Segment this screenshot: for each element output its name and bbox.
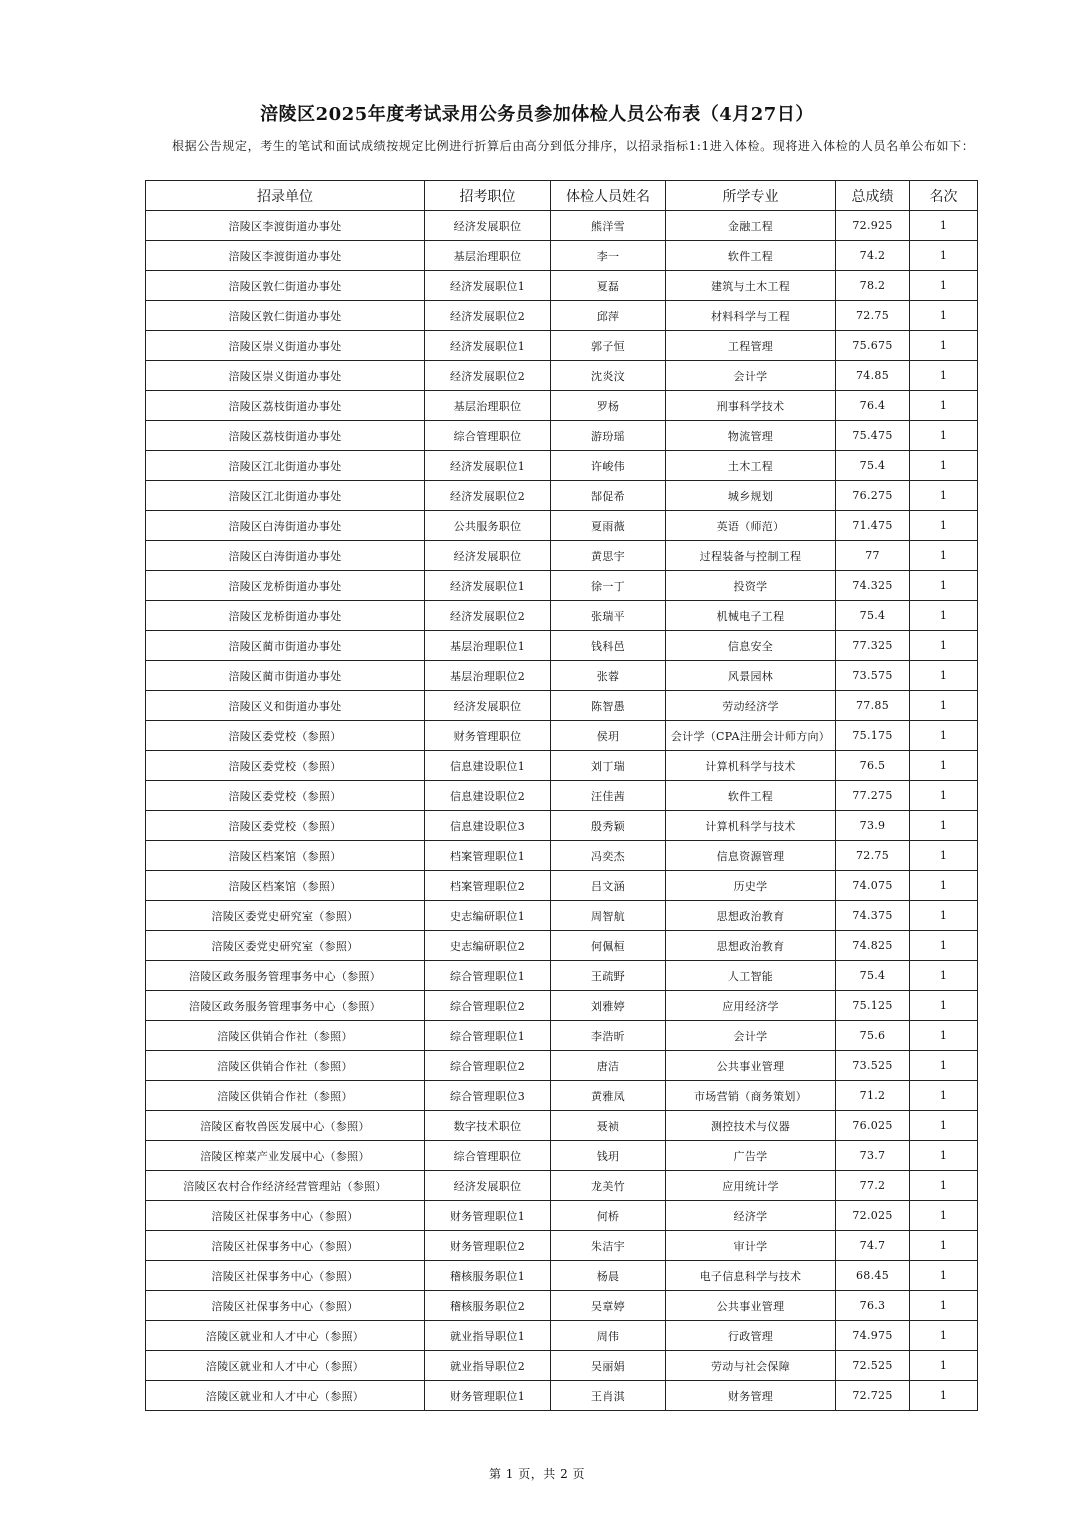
cell-name: 游玢瑶: [551, 421, 666, 451]
cell-major: 软件工程: [666, 781, 836, 811]
cell-name: 吕文涵: [551, 871, 666, 901]
cell-unit: 涪陵区就业和人才中心（参照）: [146, 1351, 425, 1381]
cell-name: 陈智愚: [551, 691, 666, 721]
cell-major: 市场营销（商务策划）: [666, 1081, 836, 1111]
cell-name: 何佩桓: [551, 931, 666, 961]
cell-score: 75.4: [836, 601, 910, 631]
table-row: [146, 331, 978, 361]
cell-name: 张瑞平: [551, 601, 666, 631]
cell-major: 人工智能: [666, 961, 836, 991]
cell-position: 经济发展职位: [425, 1171, 551, 1201]
cell-unit: 涪陵区供销合作社（参照）: [146, 1021, 425, 1051]
cell-rank: 1: [910, 721, 978, 751]
cell-position: 就业指导职位1: [425, 1321, 551, 1351]
cell-score: 75.4: [836, 451, 910, 481]
cell-name: 唐洁: [551, 1051, 666, 1081]
cell-name: 李浩昕: [551, 1021, 666, 1051]
cell-major: 材料科学与工程: [666, 301, 836, 331]
cell-score: 73.9: [836, 811, 910, 841]
cell-name: 徐一丁: [551, 571, 666, 601]
cell-score: 74.7: [836, 1231, 910, 1261]
cell-major: 建筑与土木工程: [666, 271, 836, 301]
cell-name: 聂祯: [551, 1111, 666, 1141]
cell-score: 72.75: [836, 301, 910, 331]
table-row: [146, 1141, 978, 1171]
cell-rank: 1: [910, 1201, 978, 1231]
cell-major: 土木工程: [666, 451, 836, 481]
cell-position: 经济发展职位1: [425, 271, 551, 301]
cell-major: 金融工程: [666, 211, 836, 241]
cell-position: 经济发展职位: [425, 691, 551, 721]
cell-name: 周智航: [551, 901, 666, 931]
cell-major: 公共事业管理: [666, 1291, 836, 1321]
cell-name: 吴丽娟: [551, 1351, 666, 1381]
cell-name: 张蓉: [551, 661, 666, 691]
cell-position: 档案管理职位1: [425, 841, 551, 871]
cell-major: 会计学: [666, 1021, 836, 1051]
cell-major: 城乡规划: [666, 481, 836, 511]
cell-unit: 涪陵区敦仁街道办事处: [146, 271, 425, 301]
table-row: [146, 1171, 978, 1201]
cell-score: 75.6: [836, 1021, 910, 1051]
cell-name: 郭子恒: [551, 331, 666, 361]
cell-score: 77.325: [836, 631, 910, 661]
cell-score: 74.85: [836, 361, 910, 391]
cell-unit: 涪陵区李渡街道办事处: [146, 211, 425, 241]
table-row: [146, 1261, 978, 1291]
table-row: [146, 691, 978, 721]
cell-name: 钱玥: [551, 1141, 666, 1171]
table-row: [146, 391, 978, 421]
cell-rank: 1: [910, 991, 978, 1021]
cell-major: 思想政治教育: [666, 901, 836, 931]
cell-rank: 1: [910, 1321, 978, 1351]
cell-unit: 涪陵区政务服务管理事务中心（参照）: [146, 961, 425, 991]
table-row: [146, 1201, 978, 1231]
cell-unit: 涪陵区就业和人才中心（参照）: [146, 1321, 425, 1351]
cell-rank: 1: [910, 1291, 978, 1321]
table-row: [146, 601, 978, 631]
cell-position: 公共服务职位: [425, 511, 551, 541]
cell-name: 刘丁瑞: [551, 751, 666, 781]
cell-score: 75.175: [836, 721, 910, 751]
cell-position: 基层治理职位1: [425, 631, 551, 661]
cell-major: 信息资源管理: [666, 841, 836, 871]
table-row: [146, 841, 978, 871]
cell-position: 信息建设职位3: [425, 811, 551, 841]
cell-major: 过程装备与控制工程: [666, 541, 836, 571]
table-row: [146, 451, 978, 481]
cell-position: 经济发展职位1: [425, 451, 551, 481]
cell-name: 朱洁宇: [551, 1231, 666, 1261]
cell-rank: 1: [910, 811, 978, 841]
cell-position: 财务管理职位1: [425, 1381, 551, 1411]
cell-rank: 1: [910, 241, 978, 271]
cell-name: 殷秀颖: [551, 811, 666, 841]
table-row: [146, 1291, 978, 1321]
cell-position: 综合管理职位1: [425, 1021, 551, 1051]
intro-paragraph: 根据公告规定，考生的笔试和面试成绩按规定比例进行折算后由高分到低分排序，以招录指标1:1进入体检。现将进入体检的人员名单公布如下：: [172, 139, 975, 153]
cell-unit: 涪陵区畜牧兽医发展中心（参照）: [146, 1111, 425, 1141]
cell-rank: 1: [910, 631, 978, 661]
cell-rank: 1: [910, 391, 978, 421]
cell-unit: 涪陵区政务服务管理事务中心（参照）: [146, 991, 425, 1021]
cell-major: 刑事科学技术: [666, 391, 836, 421]
cell-unit: 涪陵区蔺市街道办事处: [146, 661, 425, 691]
table-row: [146, 211, 978, 241]
cell-major: 工程管理: [666, 331, 836, 361]
cell-unit: 涪陵区就业和人才中心（参照）: [146, 1381, 425, 1411]
cell-score: 77.275: [836, 781, 910, 811]
cell-unit: 涪陵区崇义街道办事处: [146, 361, 425, 391]
table-row: [146, 901, 978, 931]
cell-rank: 1: [910, 1021, 978, 1051]
cell-position: 经济发展职位2: [425, 301, 551, 331]
table-header: [146, 181, 978, 211]
cell-position: 财务管理职位: [425, 721, 551, 751]
column-header-score: 总成绩: [836, 181, 910, 211]
cell-name: 黄思宇: [551, 541, 666, 571]
cell-unit: 涪陵区委党校（参照）: [146, 811, 425, 841]
cell-position: 财务管理职位2: [425, 1231, 551, 1261]
cell-score: 76.4: [836, 391, 910, 421]
table-row: [146, 1231, 978, 1261]
cell-position: 经济发展职位: [425, 541, 551, 571]
cell-position: 基层治理职位: [425, 391, 551, 421]
cell-unit: 涪陵区江北街道办事处: [146, 451, 425, 481]
cell-rank: 1: [910, 511, 978, 541]
cell-score: 74.975: [836, 1321, 910, 1351]
cell-score: 77.2: [836, 1171, 910, 1201]
table-row: [146, 961, 978, 991]
cell-score: 75.475: [836, 421, 910, 451]
cell-unit: 涪陵区委党校（参照）: [146, 721, 425, 751]
cell-major: 公共事业管理: [666, 1051, 836, 1081]
cell-score: 72.525: [836, 1351, 910, 1381]
cell-score: 72.925: [836, 211, 910, 241]
cell-rank: 1: [910, 271, 978, 301]
table-row: [146, 781, 978, 811]
cell-name: 夏雨薇: [551, 511, 666, 541]
table-body: [146, 211, 978, 1411]
cell-score: 76.5: [836, 751, 910, 781]
cell-position: 信息建设职位1: [425, 751, 551, 781]
table-row: [146, 1081, 978, 1111]
cell-score: 76.275: [836, 481, 910, 511]
cell-unit: 涪陵区委党校（参照）: [146, 751, 425, 781]
cell-rank: 1: [910, 1111, 978, 1141]
cell-major: 会计学: [666, 361, 836, 391]
cell-unit: 涪陵区崇义街道办事处: [146, 331, 425, 361]
cell-score: 75.4: [836, 961, 910, 991]
cell-position: 稽核服务职位2: [425, 1291, 551, 1321]
table-row: [146, 631, 978, 661]
cell-unit: 涪陵区社保事务中心（参照）: [146, 1201, 425, 1231]
cell-rank: 1: [910, 751, 978, 781]
cell-rank: 1: [910, 331, 978, 361]
cell-major: 劳动与社会保障: [666, 1351, 836, 1381]
cell-rank: 1: [910, 421, 978, 451]
cell-score: 74.2: [836, 241, 910, 271]
cell-position: 经济发展职位2: [425, 361, 551, 391]
cell-score: 74.075: [836, 871, 910, 901]
cell-position: 基层治理职位: [425, 241, 551, 271]
cell-rank: 1: [910, 1231, 978, 1261]
cell-name: 夏磊: [551, 271, 666, 301]
table-row: [146, 421, 978, 451]
page-footer: 第 1 页，共 2 页: [488, 1467, 586, 1481]
cell-position: 综合管理职位1: [425, 961, 551, 991]
cell-major: 信息安全: [666, 631, 836, 661]
cell-major: 广告学: [666, 1141, 836, 1171]
cell-major: 历史学: [666, 871, 836, 901]
cell-unit: 涪陵区白涛街道办事处: [146, 541, 425, 571]
cell-unit: 涪陵区供销合作社（参照）: [146, 1051, 425, 1081]
cell-unit: 涪陵区委党校（参照）: [146, 781, 425, 811]
cell-score: 73.7: [836, 1141, 910, 1171]
cell-name: 罗杨: [551, 391, 666, 421]
cell-position: 史志编研职位2: [425, 931, 551, 961]
cell-score: 74.825: [836, 931, 910, 961]
cell-score: 78.2: [836, 271, 910, 301]
cell-rank: 1: [910, 781, 978, 811]
cell-position: 经济发展职位1: [425, 331, 551, 361]
cell-major: 会计学（CPA注册会计师方向）: [666, 721, 836, 751]
document-title: 涪陵区2025年度考试录用公务员参加体检人员公布表（4月27日）: [260, 104, 814, 125]
cell-name: 龙美竹: [551, 1171, 666, 1201]
cell-name: 杨晨: [551, 1261, 666, 1291]
header-row: [146, 181, 978, 211]
table-row: [146, 1351, 978, 1381]
cell-name: 李一: [551, 241, 666, 271]
cell-score: 68.45: [836, 1261, 910, 1291]
cell-position: 综合管理职位: [425, 1141, 551, 1171]
cell-major: 测控技术与仪器: [666, 1111, 836, 1141]
table-row: [146, 271, 978, 301]
cell-score: 72.025: [836, 1201, 910, 1231]
cell-unit: 涪陵区供销合作社（参照）: [146, 1081, 425, 1111]
cell-unit: 涪陵区委党史研究室（参照）: [146, 931, 425, 961]
cell-name: 许峻伟: [551, 451, 666, 481]
cell-score: 75.125: [836, 991, 910, 1021]
cell-major: 电子信息科学与技术: [666, 1261, 836, 1291]
table-row: [146, 661, 978, 691]
cell-unit: 涪陵区社保事务中心（参照）: [146, 1291, 425, 1321]
cell-score: 71.475: [836, 511, 910, 541]
cell-position: 史志编研职位1: [425, 901, 551, 931]
cell-name: 钱科邑: [551, 631, 666, 661]
cell-unit: 涪陵区社保事务中心（参照）: [146, 1231, 425, 1261]
cell-rank: 1: [910, 1171, 978, 1201]
cell-score: 76.3: [836, 1291, 910, 1321]
table-row: [146, 511, 978, 541]
cell-major: 软件工程: [666, 241, 836, 271]
cell-unit: 涪陵区龙桥街道办事处: [146, 571, 425, 601]
cell-unit: 涪陵区档案馆（参照）: [146, 871, 425, 901]
table-row: [146, 811, 978, 841]
cell-position: 经济发展职位2: [425, 481, 551, 511]
cell-rank: 1: [910, 601, 978, 631]
table-row: [146, 1381, 978, 1411]
cell-name: 周伟: [551, 1321, 666, 1351]
cell-rank: 1: [910, 1261, 978, 1291]
cell-major: 劳动经济学: [666, 691, 836, 721]
cell-rank: 1: [910, 451, 978, 481]
column-header-position: 招考职位: [425, 181, 551, 211]
cell-major: 机械电子工程: [666, 601, 836, 631]
cell-name: 吴章婷: [551, 1291, 666, 1321]
cell-name: 侯玥: [551, 721, 666, 751]
cell-rank: 1: [910, 841, 978, 871]
cell-rank: 1: [910, 1351, 978, 1381]
cell-score: 73.525: [836, 1051, 910, 1081]
cell-unit: 涪陵区委党史研究室（参照）: [146, 901, 425, 931]
cell-position: 综合管理职位2: [425, 991, 551, 1021]
cell-rank: 1: [910, 931, 978, 961]
cell-score: 72.75: [836, 841, 910, 871]
cell-position: 就业指导职位2: [425, 1351, 551, 1381]
column-header-major: 所学专业: [666, 181, 836, 211]
cell-rank: 1: [910, 481, 978, 511]
cell-rank: 1: [910, 1141, 978, 1171]
cell-major: 物流管理: [666, 421, 836, 451]
cell-unit: 涪陵区义和街道办事处: [146, 691, 425, 721]
table-row: [146, 1021, 978, 1051]
table-row: [146, 361, 978, 391]
cell-name: 何桥: [551, 1201, 666, 1231]
cell-unit: 涪陵区蔺市街道办事处: [146, 631, 425, 661]
cell-name: 刘雅婷: [551, 991, 666, 1021]
column-header-name: 体检人员姓名: [551, 181, 666, 211]
cell-rank: 1: [910, 1051, 978, 1081]
cell-unit: 涪陵区江北街道办事处: [146, 481, 425, 511]
cell-position: 数字技术职位: [425, 1111, 551, 1141]
cell-rank: 1: [910, 211, 978, 241]
cell-name: 郜促希: [551, 481, 666, 511]
cell-score: 74.325: [836, 571, 910, 601]
table-row: [146, 571, 978, 601]
cell-unit: 涪陵区荔枝街道办事处: [146, 421, 425, 451]
cell-major: 思想政治教育: [666, 931, 836, 961]
cell-position: 综合管理职位2: [425, 1051, 551, 1081]
cell-unit: 涪陵区荔枝街道办事处: [146, 391, 425, 421]
cell-rank: 1: [910, 901, 978, 931]
cell-score: 72.725: [836, 1381, 910, 1411]
cell-name: 王肖淇: [551, 1381, 666, 1411]
cell-position: 经济发展职位2: [425, 601, 551, 631]
cell-rank: 1: [910, 961, 978, 991]
cell-major: 审计学: [666, 1231, 836, 1261]
cell-major: 应用统计学: [666, 1171, 836, 1201]
cell-major: 风景园林: [666, 661, 836, 691]
cell-position: 财务管理职位1: [425, 1201, 551, 1231]
cell-name: 汪佳茜: [551, 781, 666, 811]
cell-position: 综合管理职位3: [425, 1081, 551, 1111]
cell-major: 英语（师范）: [666, 511, 836, 541]
cell-major: 财务管理: [666, 1381, 836, 1411]
cell-rank: 1: [910, 871, 978, 901]
cell-position: 经济发展职位1: [425, 571, 551, 601]
cell-major: 计算机科学与技术: [666, 811, 836, 841]
cell-name: 熊洋雪: [551, 211, 666, 241]
cell-rank: 1: [910, 691, 978, 721]
cell-name: 王疏野: [551, 961, 666, 991]
cell-position: 基层治理职位2: [425, 661, 551, 691]
cell-position: 综合管理职位: [425, 421, 551, 451]
cell-unit: 涪陵区白涛街道办事处: [146, 511, 425, 541]
cell-score: 73.575: [836, 661, 910, 691]
cell-unit: 涪陵区李渡街道办事处: [146, 241, 425, 271]
cell-position: 经济发展职位: [425, 211, 551, 241]
table-row: [146, 751, 978, 781]
table-row: [146, 541, 978, 571]
table-row: [146, 1051, 978, 1081]
column-header-unit: 招录单位: [146, 181, 425, 211]
cell-position: 档案管理职位2: [425, 871, 551, 901]
cell-name: 邱萍: [551, 301, 666, 331]
cell-rank: 1: [910, 301, 978, 331]
table-row: [146, 721, 978, 751]
cell-rank: 1: [910, 571, 978, 601]
table-row: [146, 1111, 978, 1141]
cell-score: 77.85: [836, 691, 910, 721]
cell-unit: 涪陵区农村合作经济经营管理站（参照）: [146, 1171, 425, 1201]
cell-unit: 涪陵区龙桥街道办事处: [146, 601, 425, 631]
cell-rank: 1: [910, 541, 978, 571]
cell-score: 74.375: [836, 901, 910, 931]
cell-score: 77: [836, 541, 910, 571]
cell-unit: 涪陵区榨菜产业发展中心（参照）: [146, 1141, 425, 1171]
table-row: [146, 931, 978, 961]
candidate-table: [145, 180, 978, 1411]
cell-unit: 涪陵区社保事务中心（参照）: [146, 1261, 425, 1291]
cell-name: 沈炎汶: [551, 361, 666, 391]
cell-major: 投资学: [666, 571, 836, 601]
cell-major: 行政管理: [666, 1321, 836, 1351]
cell-unit: 涪陵区敦仁街道办事处: [146, 301, 425, 331]
table-row: [146, 481, 978, 511]
table-row: [146, 301, 978, 331]
table-row: [146, 1321, 978, 1351]
cell-rank: 1: [910, 661, 978, 691]
cell-name: 冯奕杰: [551, 841, 666, 871]
cell-rank: 1: [910, 361, 978, 391]
cell-name: 黄雅凤: [551, 1081, 666, 1111]
column-header-rank: 名次: [910, 181, 978, 211]
cell-position: 稽核服务职位1: [425, 1261, 551, 1291]
cell-rank: 1: [910, 1381, 978, 1411]
cell-major: 经济学: [666, 1201, 836, 1231]
cell-score: 71.2: [836, 1081, 910, 1111]
cell-position: 信息建设职位2: [425, 781, 551, 811]
table-row: [146, 241, 978, 271]
cell-rank: 1: [910, 1081, 978, 1111]
cell-unit: 涪陵区档案馆（参照）: [146, 841, 425, 871]
table-row: [146, 871, 978, 901]
table-row: [146, 991, 978, 1021]
cell-score: 75.675: [836, 331, 910, 361]
cell-score: 76.025: [836, 1111, 910, 1141]
cell-major: 计算机科学与技术: [666, 751, 836, 781]
cell-major: 应用经济学: [666, 991, 836, 1021]
